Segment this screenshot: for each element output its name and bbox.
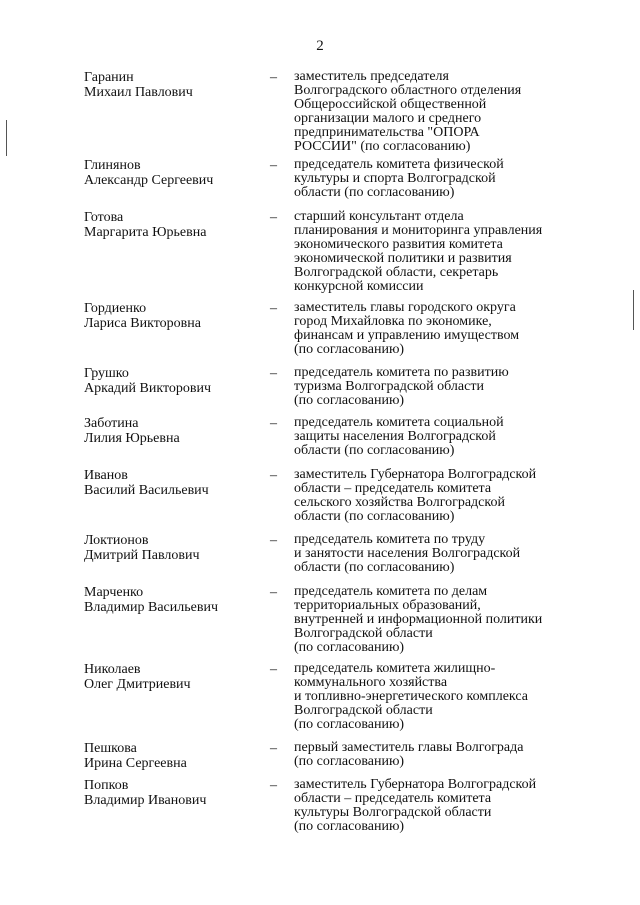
member-given-names: Владимир Васильевич [84,600,218,615]
member-role-line: финансам и управлению имуществом [294,328,520,343]
member-role-line: области – председатель комитета [294,791,492,806]
member-role-line: председатель комитета по труду [294,532,486,547]
member-given-names: Михаил Павлович [84,85,193,100]
member-role-line: области (по согласованию) [294,560,455,575]
member-role-line: предпринимательства "ОПОРА [294,125,480,140]
member-name [84,585,264,615]
member-name [84,366,264,396]
member-role-line: (по согласованию) [294,393,405,408]
member-surname: Попков [84,778,129,793]
member-surname: Глинянов [84,158,141,173]
member-name [84,468,264,498]
member-name [84,533,264,563]
member-role [294,70,568,154]
member-role-line: внутренней и информационной политики [294,612,543,627]
member-role-line: коммунального хозяйства [294,675,448,690]
scan-edge-mark-left [6,120,7,156]
member-given-names: Василий Васильевич [84,483,209,498]
separator-dash: – [270,533,277,548]
member-role-line: сельского хозяйства Волгоградской [294,495,505,510]
member-role-line: экономического развития комитета [294,237,503,252]
member-role-line: председатель комитета жилищно- [294,661,496,676]
member-role-line: и занятости населения Волгоградской [294,546,521,561]
member-given-names: Ирина Сергеевна [84,756,187,771]
member-role-line: заместитель Губернатора Волгоградской [294,467,537,482]
member-surname: Николаев [84,662,141,677]
member-given-names: Дмитрий Павлович [84,548,200,563]
separator-dash: – [270,585,277,600]
member-name [84,301,264,331]
separator-dash: – [270,158,277,173]
separator-dash: – [270,70,277,85]
member-surname: Пешкова [84,741,137,756]
member-role-line: (по согласованию) [294,754,405,769]
member-name [84,70,264,100]
member-role-line: председатель комитета физической [294,157,504,172]
member-surname: Иванов [84,468,128,483]
member-surname: Заботина [84,416,139,431]
member-name [84,662,264,692]
member-role [294,662,568,732]
member-role [294,158,568,200]
separator-dash: – [270,210,277,225]
member-role-line: организации малого и среднего [294,111,482,126]
member-surname: Локтионов [84,533,149,548]
separator-dash: – [270,468,277,483]
member-given-names: Лариса Викторовна [84,316,201,331]
member-role-line: планирования и мониторинга управления [294,223,543,238]
member-role [294,366,568,408]
member-role-line: территориальных образований, [294,598,481,613]
member-role-line: (по согласованию) [294,819,405,834]
member-role-line: Волгоградского областного отделения [294,83,522,98]
member-role-line: туризма Волгоградской области [294,379,484,394]
member-role [294,301,568,357]
member-role-line: РОССИИ" (по согласованию) [294,139,471,154]
page-number: 2 [316,38,324,54]
member-role-line: защиты населения Волгоградской [294,429,496,444]
member-given-names: Олег Дмитриевич [84,677,191,692]
member-surname: Гаранин [84,70,134,85]
member-role-line: культуры и спорта Волгоградской [294,171,496,186]
member-role [294,741,568,769]
member-role-line: председатель комитета по делам [294,584,488,599]
member-surname: Марченко [84,585,144,600]
member-surname: Гордиенко [84,301,147,316]
member-role-line: заместитель председателя [294,69,449,84]
separator-dash: – [270,741,277,756]
member-role-line: области (по согласованию) [294,509,455,524]
member-role-line: Общероссийской общественной [294,97,487,112]
member-name [84,741,264,771]
member-name [84,416,264,446]
member-given-names: Лилия Юрьевна [84,431,180,446]
member-role-line: Волгоградской области [294,703,433,718]
member-given-names: Маргарита Юрьевна [84,225,207,240]
member-role-line: председатель комитета социальной [294,415,504,430]
member-role [294,585,568,655]
member-given-names: Александр Сергеевич [84,173,214,188]
member-name [84,778,264,808]
member-role-line: культуры Волгоградской области [294,805,492,820]
member-role [294,778,568,834]
member-role-line: области (по согласованию) [294,185,455,200]
member-role-line: заместитель главы городского округа [294,300,516,315]
scan-edge-mark-right [633,290,634,330]
member-name [84,210,264,240]
member-given-names: Владимир Иванович [84,793,207,808]
member-role [294,533,568,575]
member-role-line: области – председатель комитета [294,481,492,496]
member-role-line: заместитель Губернатора Волгоградской [294,777,537,792]
member-surname: Грушко [84,366,129,381]
member-role-line: Волгоградской области, секретарь [294,265,499,280]
member-name [84,158,264,188]
member-role [294,210,568,294]
separator-dash: – [270,416,277,431]
separator-dash: – [270,778,277,793]
member-role-line: (по согласованию) [294,640,405,655]
member-surname: Готова [84,210,124,225]
member-role-line: области (по согласованию) [294,443,455,458]
member-role [294,468,568,524]
member-given-names: Аркадий Викторович [84,381,212,396]
member-role-line: экономической политики и развития [294,251,512,266]
member-role-line: (по согласованию) [294,342,405,357]
member-role-line: первый заместитель главы Волгограда [294,740,524,755]
member-role-line: конкурсной комиссии [294,279,424,294]
member-role-line: старший консультант отдела [294,209,464,224]
separator-dash: – [270,662,277,677]
member-role-line: (по согласованию) [294,717,405,732]
separator-dash: – [270,366,277,381]
member-role-line: и топливно-энергетического комплекса [294,689,528,704]
member-role-line: председатель комитета по развитию [294,365,509,380]
member-role [294,416,568,458]
member-role-line: Волгоградской области [294,626,433,641]
separator-dash: – [270,301,277,316]
member-role-line: город Михайловка по экономике, [294,314,492,329]
